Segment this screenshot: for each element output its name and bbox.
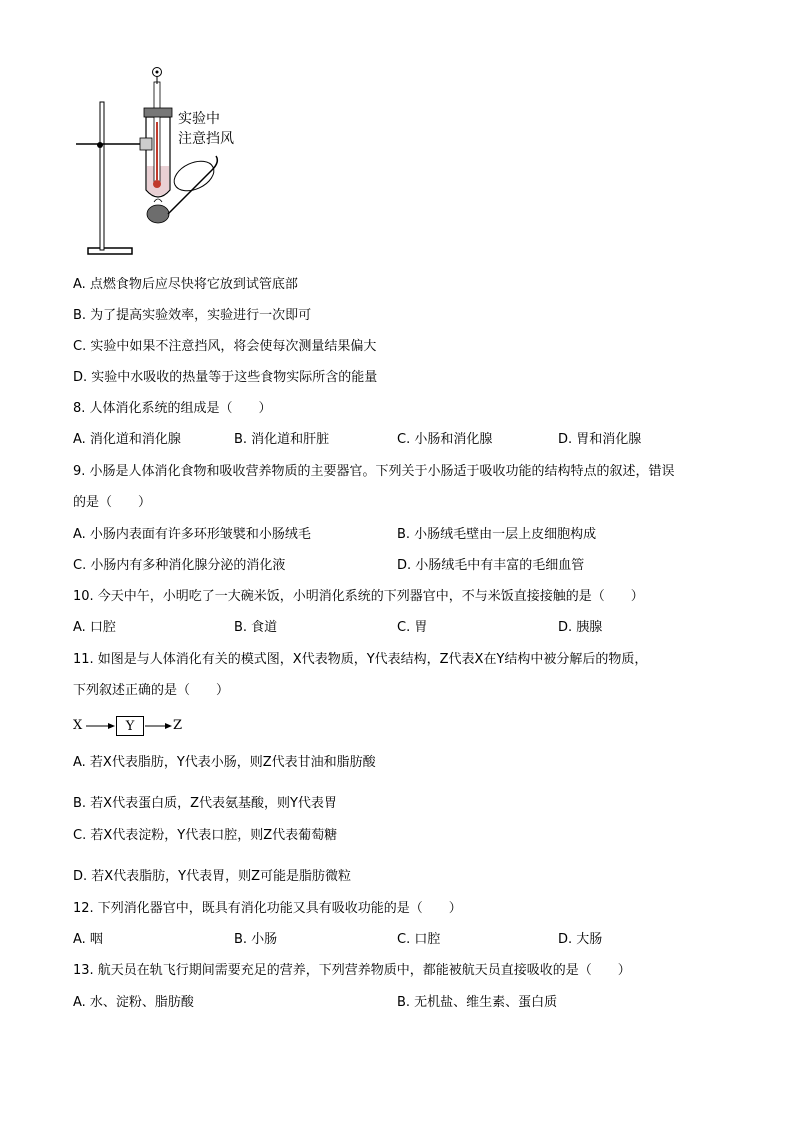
q11-diagram [73, 716, 193, 738]
diagram-arrow-x-to-y [86, 720, 116, 732]
q7-option-a: A. 点燃食物后应尽快将它放到试管底部 [73, 277, 298, 292]
q11-option-c: C. 若X代表淀粉，Y代表口腔，则Z代表葡萄糖 [73, 828, 338, 843]
figure-annotation-line-2: 注意挡风 [178, 131, 234, 147]
q11-option-b: B. 若X代表蛋白质，Z代表氨基酸，则Y代表胃 [73, 796, 337, 811]
q9-option-d: D. 小肠绒毛中有丰富的毛细血管 [397, 558, 585, 573]
q9-option-a: A. 小肠内表面有许多环形皱襞和小肠绒毛 [73, 527, 311, 542]
q12-option-d: D. 大肠 [558, 932, 603, 947]
q12-option-c: C. 口腔 [397, 932, 441, 947]
q11-option-d: D. 若X代表脂肪，Y代表胃，则Z可能是脂肪微粒 [73, 869, 352, 884]
q7-option-c: C. 实验中如果不注意挡风，将会使每次测量结果偏大 [73, 339, 377, 354]
q9-stem-line-2: 的是（ ） [73, 495, 152, 510]
stand-base [88, 248, 132, 254]
q13-stem: 13. 航天员在轨飞行期间需要充足的营养，下列营养物质中，都能被航天员直接吸收的是（ ） [73, 963, 631, 978]
q7-option-d: D. 实验中水吸收的热量等于这些食物实际所含的能量 [73, 370, 378, 385]
q13-option-b: B. 无机盐、维生素、蛋白质 [397, 995, 558, 1010]
q9-option-b: B. 小肠绒毛壁由一层上皮细胞构成 [397, 527, 597, 542]
diagram-arrow-y-to-z [145, 720, 173, 732]
stand-rod [100, 102, 104, 250]
diagram-z-label: Z [173, 718, 183, 733]
q8-option-b: B. 消化道和肝脏 [234, 432, 330, 447]
q10-option-d: D. 胰腺 [558, 620, 603, 635]
diagram-x-label: X [73, 718, 83, 733]
diagram-y-box [116, 716, 144, 736]
q9-stem-line-1: 9. 小肠是人体消化食物和吸收营养物质的主要器官。下列关于小肠适于吸收功能的结构特点的叙述，错误 [73, 464, 675, 479]
q10-option-b: B. 食道 [234, 620, 278, 635]
q8-option-d: D. 胃和消化腺 [558, 432, 642, 447]
q11-stem-line-1: 11. 如图是与人体消化有关的模式图，X代表物质，Y代表结构，Z代表X在Y结构中被分解后的物质， [73, 652, 648, 667]
diagram-y-label: Y [125, 719, 135, 734]
q12-option-a: A. 咽 [73, 932, 103, 947]
figure-annotation-line-1: 实验中 [178, 111, 220, 127]
q11-option-a: A. 若X代表脂肪，Y代表小肠，则Z代表甘油和脂肪酸 [73, 755, 376, 770]
q10-option-a: A. 口腔 [73, 620, 116, 635]
q12-option-b: B. 小肠 [234, 932, 278, 947]
q8-option-a: A. 消化道和消化腺 [73, 432, 181, 447]
q7-option-b: B. 为了提高实验效率，实验进行一次即可 [73, 308, 312, 323]
q12-stem: 12. 下列消化器官中，既具有消化功能又具有吸收功能的是（ ） [73, 901, 462, 916]
q8-stem: 8. 人体消化系统的组成是（ ） [73, 401, 272, 416]
experiment-apparatus-figure [70, 62, 245, 267]
q10-stem: 10. 今天中午，小明吃了一大碗米饭，小明消化系统的下列器官中，不与米饭直接接触的是（ ） [73, 589, 644, 604]
q13-option-a: A. 水、淀粉、脂肪酸 [73, 995, 194, 1010]
q9-option-c: C. 小肠内有多种消化腺分泌的消化液 [73, 558, 286, 573]
q8-option-c: C. 小肠和消化腺 [397, 432, 493, 447]
q10-option-c: C. 胃 [397, 620, 428, 635]
q11-stem-line-2: 下列叙述正确的是（ ） [73, 683, 230, 698]
